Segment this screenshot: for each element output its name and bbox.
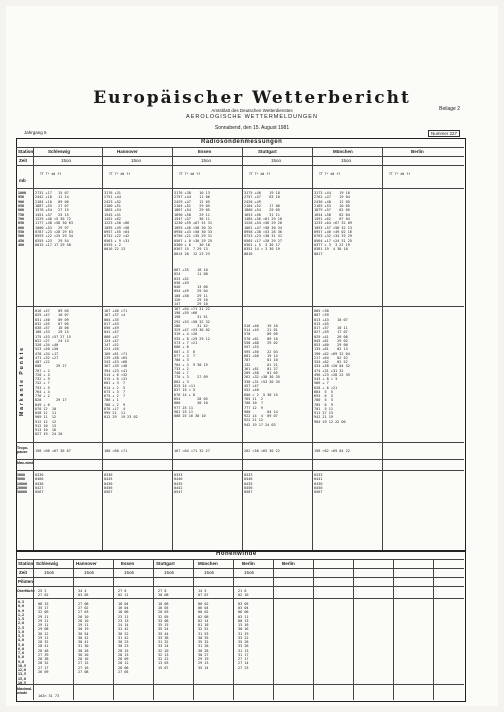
hw-time-1: 15o6 (84, 570, 95, 575)
lower-essen: 0333 0446 0435 0442 0547 (174, 473, 183, 495)
hw-piloten-label: Piloten (18, 579, 34, 584)
report-sheet (6, 6, 498, 706)
lower-stuttgart: 0333 0446 0435 0456 0567 (244, 473, 253, 495)
hw-maxwind-label: Maximal-winde (17, 687, 33, 695)
tropo-muenchen: 198 =62 =69 04 22 (314, 449, 350, 453)
station-schleswig: Schleswig (48, 149, 71, 154)
station-essen: Essen (198, 149, 212, 154)
hw-station-label: Station (18, 561, 34, 566)
lower-muenchen: 0333 0441 0436 0450 0567 (314, 473, 323, 495)
lower-hannover: 0336 0445 0436 0456 0567 (104, 473, 113, 495)
hw-time-4: 15o6 (204, 570, 215, 575)
lower-levels: 3000 5000 10000 20000 30000 (17, 473, 27, 495)
lower-schleswig: 0336 0466 0436 0427 0567 (35, 473, 44, 495)
issue-date: Sonnabend, den 15. August 1981 (214, 125, 290, 131)
hw-maxwind-schleswig: 1d2n 31 73 (38, 694, 60, 698)
time-label: Zeit (19, 158, 28, 163)
radiosonde-table (16, 138, 466, 552)
section-title: AEROLOGISCHE WETTERMELDUNGEN (186, 114, 318, 120)
time-essen: 15oo (201, 158, 212, 163)
subhead: TT Tᵈ dd ff (179, 172, 201, 176)
hw-station-berlin-2: Berlin (282, 561, 295, 566)
tropo-essen: 167 =64 =71 32 27 (174, 449, 210, 453)
hw-station-essen: Essen (121, 561, 135, 566)
station-stuttgart: Stuttgart (258, 149, 277, 154)
upper-col-stuttgart: 510 +46 19 10 514 +45 21 01 570 09 09 570 +61 09 16 538 +68 29 02 557 +53 595 +56 22 03 601 +50 19 14 707 01 10 132 01 21 161 +61 01 27 209 +58 01 05 262 +32 =38 30 35 330 +31 =53 30 35 457 +47 552 +40 600 = 2 5 30 15 765 11 2 700 10 7 777 12 9 900 04 14 922 14 4 09 07 922 21 12 942 19 17 24 03 (244, 323, 280, 427)
subhead: TT Tᵈ dd ff (319, 172, 341, 176)
tropo-schleswig: 190 =60 =67 36 67 (35, 449, 71, 453)
station-berlin: Berlin (411, 149, 424, 154)
subhead: TT Tᵈ dd ff (109, 172, 131, 176)
tropo-hannover: 180 =60 =71 (104, 449, 128, 453)
station-muenchen: München (333, 149, 353, 154)
upper-col-muenchen: 005 =38 007 =39 013 +43 10 07 013 +45 017 +57 10 11 027 +59 17 07 029 +41 20 06 045 +61 29 02 053 +60 29 00 135 +61 02 13 190 +62 =69 32 04 217 +64 02 52 334 +62 02 52 434 +58 =20 04 32 474 +31 +31 32 496 +23 =28 22 35 543 + 8 = 3 566 + 7 628 + 6 =21 684 5 5 693 6 5 700 5 5 705 6 9 701 5 11 911 27 15 942 21 19 984 19 12 22 00 (314, 309, 350, 424)
subhead: TT Tᵈ dd ff (40, 172, 62, 176)
sonde-col-stuttgart: 3175 +46 19 18 2757 +47 03 10 2420 +49 2104 +52 17 06 1866 +54 29 05 1653 +56 31 11 1485 +56 =61 29 10 1226 +54 =56 29 20 1061 +47 =58 30 34 0958 +38 =53 28 36 0753 +23 =30 31 31 0565 +17 =20 29 27 0361 + 5 3 30 17 0352 14 = 3 30 19 0016 (244, 191, 282, 256)
hw-surface-label: Oberfläche (17, 589, 35, 593)
sonde-col-schleswig: 2731 +17 15 07 2442 +18 11 14 2184 +10 09 06 1887 +53 27 07 1578 +54 27 15 1451 +57 25 15 1229 +46 =5 30 72 1177 +48 =58 30 63 1000 +53 29 97 0787 +23 =28 29 63 0593 +22 =25 29 34 0355 +23 29 54 0015 +17 17 29 58 (35, 191, 73, 248)
time-hannover: 15oo (131, 158, 142, 163)
hw-time-2: 15o6 (124, 570, 135, 575)
sonde-col-essen: 3176 +38 10 13 2757 +44 11 06 2429 +47 12 05 2104 +51 29 05 1867 +54 29 05 1690 +58 29 11 1547 +57 30 11 1230 +59 +67 31 31 1093 +46 =58 30 32 0950 +43 =50 30 33 0756 +21 =35 29 31 0567 + 8 =30 29 25 0360 + 6 30 18 0367 15 7 29 13 0014 28 12 23 23 (174, 191, 212, 256)
hw-levels: 0,3 0,6 0,9 1,2 1,5 2,0 2,5 3,0 3,5 4,0 5,0 6,0 7,0 8,0 9,0 10,5 12,0 13,5 15,0 16,5 (18, 600, 26, 685)
station-label: Station (18, 149, 34, 154)
mb-label: mb (19, 178, 26, 183)
hoehenwinde-heading: Höhenwinde (216, 551, 257, 557)
report-title: Europäischer Wetterbericht (93, 88, 411, 108)
hw-col-essen: 27 6 02 11 18 04 16 04 18 06 23 11 23 13 24 14 31 42 30 22 31 42 30 23 30 23 28 15 28 13 28 09 28 12 28 06 27 05 (118, 589, 129, 674)
maxwind-label: Max-wind (17, 461, 34, 465)
hw-col-berlin: 21 6 02 16 03 05 03 04 06 06 03 11 00 13 13 16 30 16 31 19 33 22 35 28 33 26 31 13 31 17 27 17 27 14 27 23 (238, 589, 249, 670)
station-hannover: Hannover (117, 149, 138, 154)
hw-col-stuttgart: 27 8 30 08 10 08 16 05 20 03 32 05 33 08 35 15 35 24 35 44 33 38 31 32 33 24 32 20 32 13 32 22 13 03 15 07 (158, 589, 169, 670)
sonde-col-hannover: 3176 +31 2751 +44 2423 +52 2100 +51 1863 +54 1545 +51 1452 +62 1223 +50 =66 1095 +49 =58 0957 +55 =64 0752 +22 =42 0563 + 9 =31 0355 + 2 0016 22 13 (104, 191, 130, 252)
hw-station-berlin: Berlin (242, 561, 255, 566)
hw-station-schleswig: Schleswig (36, 561, 59, 566)
subhead: TT Tᵈ dd ff (389, 172, 411, 176)
radiosonde-heading: Radiosondenmessungen (201, 139, 283, 145)
hw-col-hannover: 34 4 03 05 27 08 27 02 27 03 26 10 28 10 29 11 30 19 30 54 30 42 30 41 31 30 30 28 30 20 28 16 27 15 27 16 27 08 (78, 589, 89, 674)
hw-time-label: Zeit (19, 570, 28, 575)
pressure-levels: 1000 950 900 850 800 750 700 650 600 550 500 450 400 (18, 191, 26, 248)
hw-time-0: 15o6 (44, 570, 55, 575)
time-schleswig: 15oo (61, 158, 72, 163)
jahrgang-label: Jahrgang 6 (24, 130, 47, 135)
hw-station-stuttgart: Stuttgart (156, 561, 175, 566)
hw-station-hannover: Hannover (76, 561, 97, 566)
issue-number: Nummer 227 (428, 130, 460, 137)
hw-col-schleswig: 25 2 27 02 08 15 35 17 32 09 29 11 29 11 29 11 29 08 30 12 29 11 28 32 28 41 28 48 27 39 28 38 28 32 27 17 26 09 (38, 589, 49, 674)
upper-col-essen: 007 +35 10 10 024 11 08 033 +52 036 +49 040 13 06 054 +49 29 04 100 +58 29 11 126 29 10 147 29 10 167 +64 =71 31 22 198 +59 =66 198 31 51 292 +53 =58 32 32 286 31 42 329 +47 =53 30 02 319 + 4 =26 535 + 8 =29 29 12 573 + 7 =21 606 + 8 607 + 3 6 677 + 3 7 700 + 3 704 + 3 9 30 19 733 + 2 740 + 7 770 + 3 27 09 802 + 3 825 14 =11 837 15 = 5 676 14 + 8 854 28 05 880 30 10 977 25 11 981 25 11 008 25 16 30 10 (174, 268, 210, 419)
hw-time-3: 15o6 (164, 570, 175, 575)
hw-station-muenchen: München (198, 561, 218, 566)
upper-col-schleswig: 016 +47 09 05 029 +47 10 07 031 +50 09 09 032 +55 07 05 038 +57 10 06 100 +33 29 15 175 +53 +57 27 15 022 =27 24 13 320 +34 +40 523 +50 +50 470 +34 +17 471 +32 +27 487 +22 608 29 27 707 + 2 720 + 4 732 + 9 742 + 7 753 + 5 764 + 4 776 + 2 828 29 17 849 + 6 870 12 10 848 11 11 909 11 12 912 12 12 912 10 13 913 10 16 827 19 24 20 (35, 309, 71, 437)
beilage-label: Beilage 2 (439, 106, 460, 112)
publisher-line: Amtsblatt des Deutschen Wetterdienstes (211, 108, 293, 113)
tropo-stuttgart: 202 =58 =65 30 22 (244, 449, 280, 453)
upper-col-hannover: 167 +46 =71 167 +37 =4 004 +35 017 +43 056 +49 041 +57 080 +47 124 +47 147 +52 224 +55 160 +61 =71 239 +58 =65 343 +53 =66 367 +39 =48 394 +23 =41 514 + 6 =32 515 + 6 =31 601 + 3 7 614 + 2 5 673 + 3 7 675 + 2 7 706 + 1 788 + 2 9 878 +17 4 995 21 11 012 29 19 23 02 (104, 309, 138, 420)
sonde-col-muenchen: 3173 +44 19 16 2762 +47 19 04 2430 +48 12 05 2105 +53 10 05 1879 +57 02 05 1654 +58 02 04 1491 +62 07 04 1233 +64 =67 32 09 1093 +57 =58 32 13 0957 +46 =49 02 16 0763 +32 =34 33 29 0564 +17 =24 31 25 0377 + 3 3 22 19 0381 19 4 30 18 0017 (314, 191, 352, 256)
subhead: TT Tᵈ dd ff (249, 172, 271, 176)
hw-time-5: 15o6 (244, 570, 255, 575)
tropo-label: Tropo-pause (17, 446, 29, 454)
time-stuttgart: 15oo (271, 158, 282, 163)
side-label: Markante Punkte (19, 345, 25, 416)
hw-col-muenchen: 14 5 07 07 00 02 06 04 00 02 02 08 02 14 01 18 32 51 31 53 30 35 35 32 31 28 30 28 30 27 29 19 29 13 35 14 (198, 589, 209, 670)
time-muenchen: 15oo (341, 158, 352, 163)
